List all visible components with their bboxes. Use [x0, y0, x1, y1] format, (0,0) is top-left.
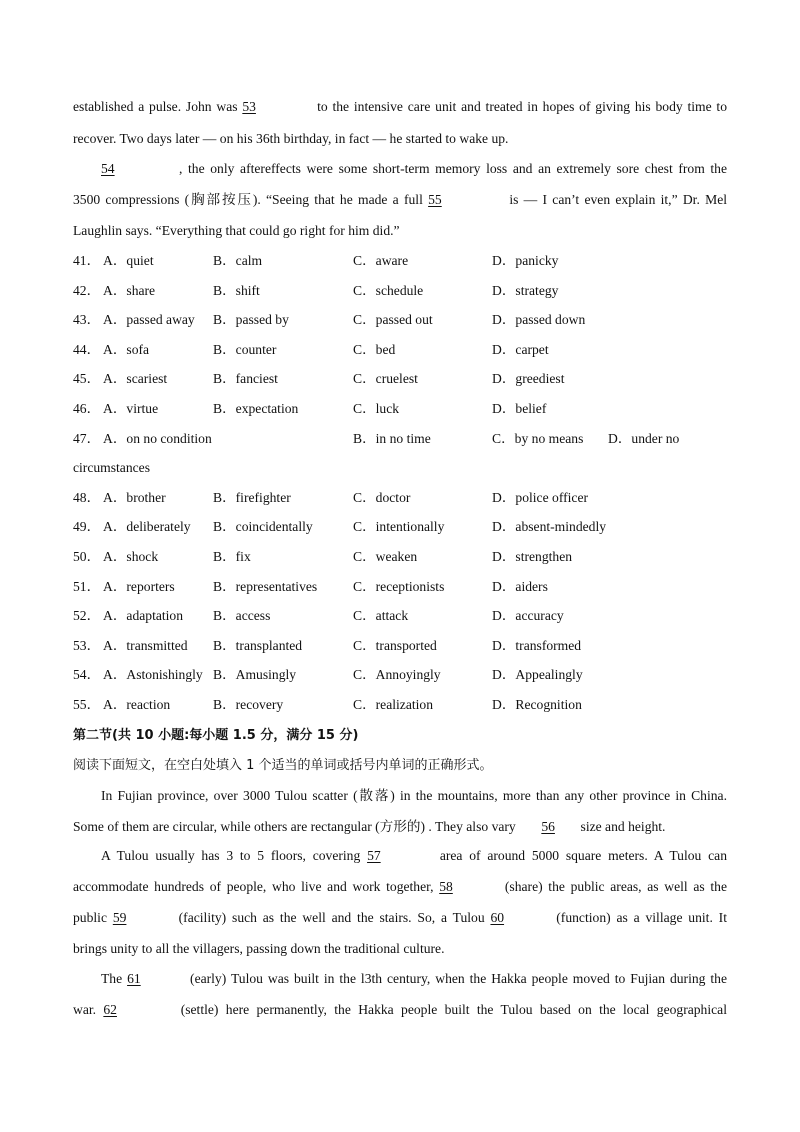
- passage1-line1: [73, 98, 727, 116]
- option-c[interactable]: C．aware: [353, 253, 409, 268]
- question-number: 52．: [73, 608, 101, 624]
- question-row: [73, 311, 727, 329]
- option-c[interactable]: C．Annoyingly: [353, 667, 441, 683]
- option-c[interactable]: C．intentionally: [353, 519, 445, 535]
- passage2-p2-line3: [73, 909, 727, 927]
- option-a[interactable]: A．shock: [103, 549, 159, 564]
- option-c[interactable]: C．transported: [353, 637, 437, 653]
- option-d[interactable]: D．greediest: [492, 371, 565, 387]
- option-d[interactable]: D．transformed: [492, 637, 582, 653]
- passage2-p1-line2: [73, 818, 727, 836]
- passage1-line4: [73, 191, 727, 209]
- question-row: [73, 252, 727, 270]
- option-c[interactable]: C．doctor: [353, 489, 411, 505]
- option-c[interactable]: C．attack: [353, 608, 409, 624]
- question-number: 41．: [73, 253, 101, 268]
- option-d[interactable]: D．accuracy: [492, 608, 564, 624]
- option-b[interactable]: B．coincidentally: [213, 519, 313, 535]
- passage2-p2-line1: [73, 847, 727, 865]
- option-a[interactable]: A．passed away: [103, 312, 195, 328]
- question-row: [73, 637, 727, 655]
- question-row: [73, 607, 727, 625]
- text: The: [101, 971, 128, 986]
- section2-instruction: 阅读下面短文，在空白处填入 1 个适当的单词或括号内单词的正确形式。: [73, 758, 493, 773]
- question-number: 43．: [73, 312, 101, 328]
- option-b[interactable]: B．Amusingly: [213, 667, 297, 683]
- option-b[interactable]: B．counter: [213, 341, 277, 357]
- question-number: 48．: [73, 489, 101, 505]
- option-c[interactable]: C．schedule: [353, 282, 424, 298]
- option-c[interactable]: C．cruelest: [353, 371, 418, 387]
- text: accommodate hundreds of people, who live and work together,: [73, 879, 440, 894]
- option-a[interactable]: A．adaptation: [103, 608, 184, 624]
- option-b[interactable]: B．in no time: [353, 430, 431, 446]
- passage2-p1-line1: In Fujian province, over 3000 Tulou scatter (散落) in the mountains, more than any other province in China.: [101, 788, 727, 803]
- option-b[interactable]: B．recovery: [213, 697, 284, 712]
- question-number: 50．: [73, 549, 101, 564]
- passage1-line2: recover. Two days later — on his 36th birthday, in fact — he started to wake up.: [73, 131, 509, 146]
- question-number: 55．: [73, 697, 101, 712]
- blank-56[interactable]: 56: [541, 819, 555, 834]
- option-b[interactable]: B．fanciest: [213, 371, 278, 387]
- question-number: 53．: [73, 637, 101, 653]
- blank-53[interactable]: 53: [242, 99, 256, 114]
- text: war.: [73, 1002, 104, 1017]
- option-c[interactable]: C．weaken: [353, 549, 418, 564]
- question-row: [73, 341, 727, 359]
- option-a[interactable]: A．scariest: [103, 371, 168, 387]
- option-c[interactable]: C．bed: [353, 341, 396, 357]
- option-d[interactable]: D．panicky: [492, 253, 559, 268]
- question-number: 49．: [73, 519, 101, 535]
- text: , the only aftereffects were some short-term memory loss and an extremely sore chest from the: [179, 161, 727, 176]
- option-d[interactable]: D．passed down: [492, 312, 586, 328]
- text: public: [73, 910, 113, 925]
- option-a[interactable]: A．reporters: [103, 578, 175, 594]
- option-b[interactable]: B．expectation: [213, 401, 299, 416]
- blank-61[interactable]: 61: [127, 971, 141, 986]
- question-row: [73, 370, 727, 388]
- blank-58[interactable]: 58: [439, 879, 453, 894]
- passage2-p3-line1: [73, 970, 727, 988]
- option-d[interactable]: D．belief: [492, 401, 547, 416]
- option-a[interactable]: A．reaction: [103, 697, 171, 712]
- option-a[interactable]: A．virtue: [103, 401, 159, 416]
- option-d[interactable]: D．strategy: [492, 282, 559, 298]
- option-a[interactable]: A．brother: [103, 489, 166, 505]
- question-number: 51．: [73, 578, 101, 594]
- text: is — I can’t even explain it,” Dr. Mel: [504, 192, 728, 207]
- option-a[interactable]: A．Astonishingly: [103, 667, 203, 683]
- option-d[interactable]: D．strengthen: [492, 549, 573, 564]
- question-row: [73, 518, 727, 536]
- question-number: 45．: [73, 371, 101, 387]
- option-a[interactable]: A．on no condition: [103, 430, 212, 446]
- question-number: 42．: [73, 282, 101, 298]
- option-d[interactable]: D．aiders: [492, 578, 548, 594]
- option-b[interactable]: B．transplanted: [213, 637, 303, 653]
- option-a[interactable]: A．quiet: [103, 253, 154, 268]
- option-a[interactable]: A．share: [103, 282, 156, 298]
- passage2-p2-line4: brings unity to all the villagers, passing down the traditional culture.: [73, 941, 445, 956]
- question-row: [73, 430, 727, 448]
- text: (settle) here permanently, the Hakka people built the Tulou based on the local geographical: [173, 1002, 727, 1017]
- option-d[interactable]: D．under no: [608, 430, 680, 446]
- passage1-line3: [73, 160, 727, 178]
- text: (function) as a village unit. It: [550, 910, 727, 925]
- question-number: 54．: [73, 667, 101, 683]
- text: A Tulou usually has 3 to 5 floors, covering: [101, 848, 368, 863]
- option-b[interactable]: B．representatives: [213, 578, 318, 594]
- text: Some of them are circular, while others are rectangular (方形的) . They also vary: [73, 819, 520, 834]
- question-number: 44．: [73, 341, 101, 357]
- section2-title: 第二节(共 10 小题:每小题 1.5 分，满分 15 分): [73, 728, 359, 743]
- option-d[interactable]: D．Appealingly: [492, 667, 583, 683]
- question-row: [73, 548, 727, 566]
- text: (share) the public areas, as well as the: [499, 879, 727, 894]
- option-continuation: circumstances: [73, 460, 150, 476]
- option-c[interactable]: C．realization: [353, 697, 434, 712]
- option-c[interactable]: C．by no means: [492, 430, 584, 446]
- text: (facility) such as the well and the stairs. So, a Tulou: [172, 910, 491, 925]
- passage1-line5: Laughlin says. “Everything that could go right for him did.”: [73, 223, 400, 238]
- question-row: [73, 282, 727, 300]
- question-row: [73, 696, 727, 714]
- blank-57[interactable]: 57: [367, 848, 381, 863]
- blank-54[interactable]: 54: [101, 161, 115, 176]
- question-row: [73, 666, 727, 684]
- question-number: 47．: [73, 430, 101, 446]
- option-d[interactable]: D．absent-mindedly: [492, 519, 607, 535]
- blank-59[interactable]: 59: [112, 910, 127, 925]
- passage2-p3-line2: [73, 1001, 727, 1019]
- text: 3500 compressions (胸部按压). “Seeing that he made a full: [73, 192, 429, 207]
- option-d[interactable]: D．carpet: [492, 341, 549, 357]
- blank-60[interactable]: 60: [490, 910, 505, 925]
- text: to the intensive care unit and treated in hopes of giving his body time to: [312, 99, 728, 114]
- passage2-p2-line2: [73, 878, 727, 896]
- option-d[interactable]: D．Recognition: [492, 697, 582, 712]
- option-a[interactable]: A．deliberately: [103, 519, 191, 535]
- option-c[interactable]: C．receptionists: [353, 578, 445, 594]
- option-c[interactable]: C．luck: [353, 401, 400, 416]
- option-b[interactable]: B．access: [213, 608, 271, 624]
- option-a[interactable]: A．sofa: [103, 341, 150, 357]
- text: area of around 5000 square meters. A Tulou can: [433, 848, 727, 863]
- option-c[interactable]: C．passed out: [353, 312, 433, 328]
- option-b[interactable]: B．calm: [213, 253, 263, 268]
- question-row: [73, 578, 727, 596]
- option-b[interactable]: B．shift: [213, 282, 260, 298]
- blank-55[interactable]: 55: [428, 192, 442, 207]
- option-b[interactable]: B．fix: [213, 549, 251, 564]
- blank-62[interactable]: 62: [103, 1002, 117, 1017]
- option-a[interactable]: A．transmitted: [103, 637, 188, 653]
- text: (early) Tulou was built in the l3th century, when the Hakka people moved to Fujian during the: [185, 971, 727, 986]
- question-row: [73, 400, 727, 418]
- option-b[interactable]: B．passed by: [213, 312, 289, 328]
- option-d[interactable]: D．police officer: [492, 489, 588, 505]
- question-number: 46．: [73, 401, 101, 416]
- text: established a pulse. John was: [73, 99, 243, 114]
- question-row: [73, 489, 727, 507]
- text: size and height.: [577, 819, 666, 834]
- option-b[interactable]: B．firefighter: [213, 489, 291, 505]
